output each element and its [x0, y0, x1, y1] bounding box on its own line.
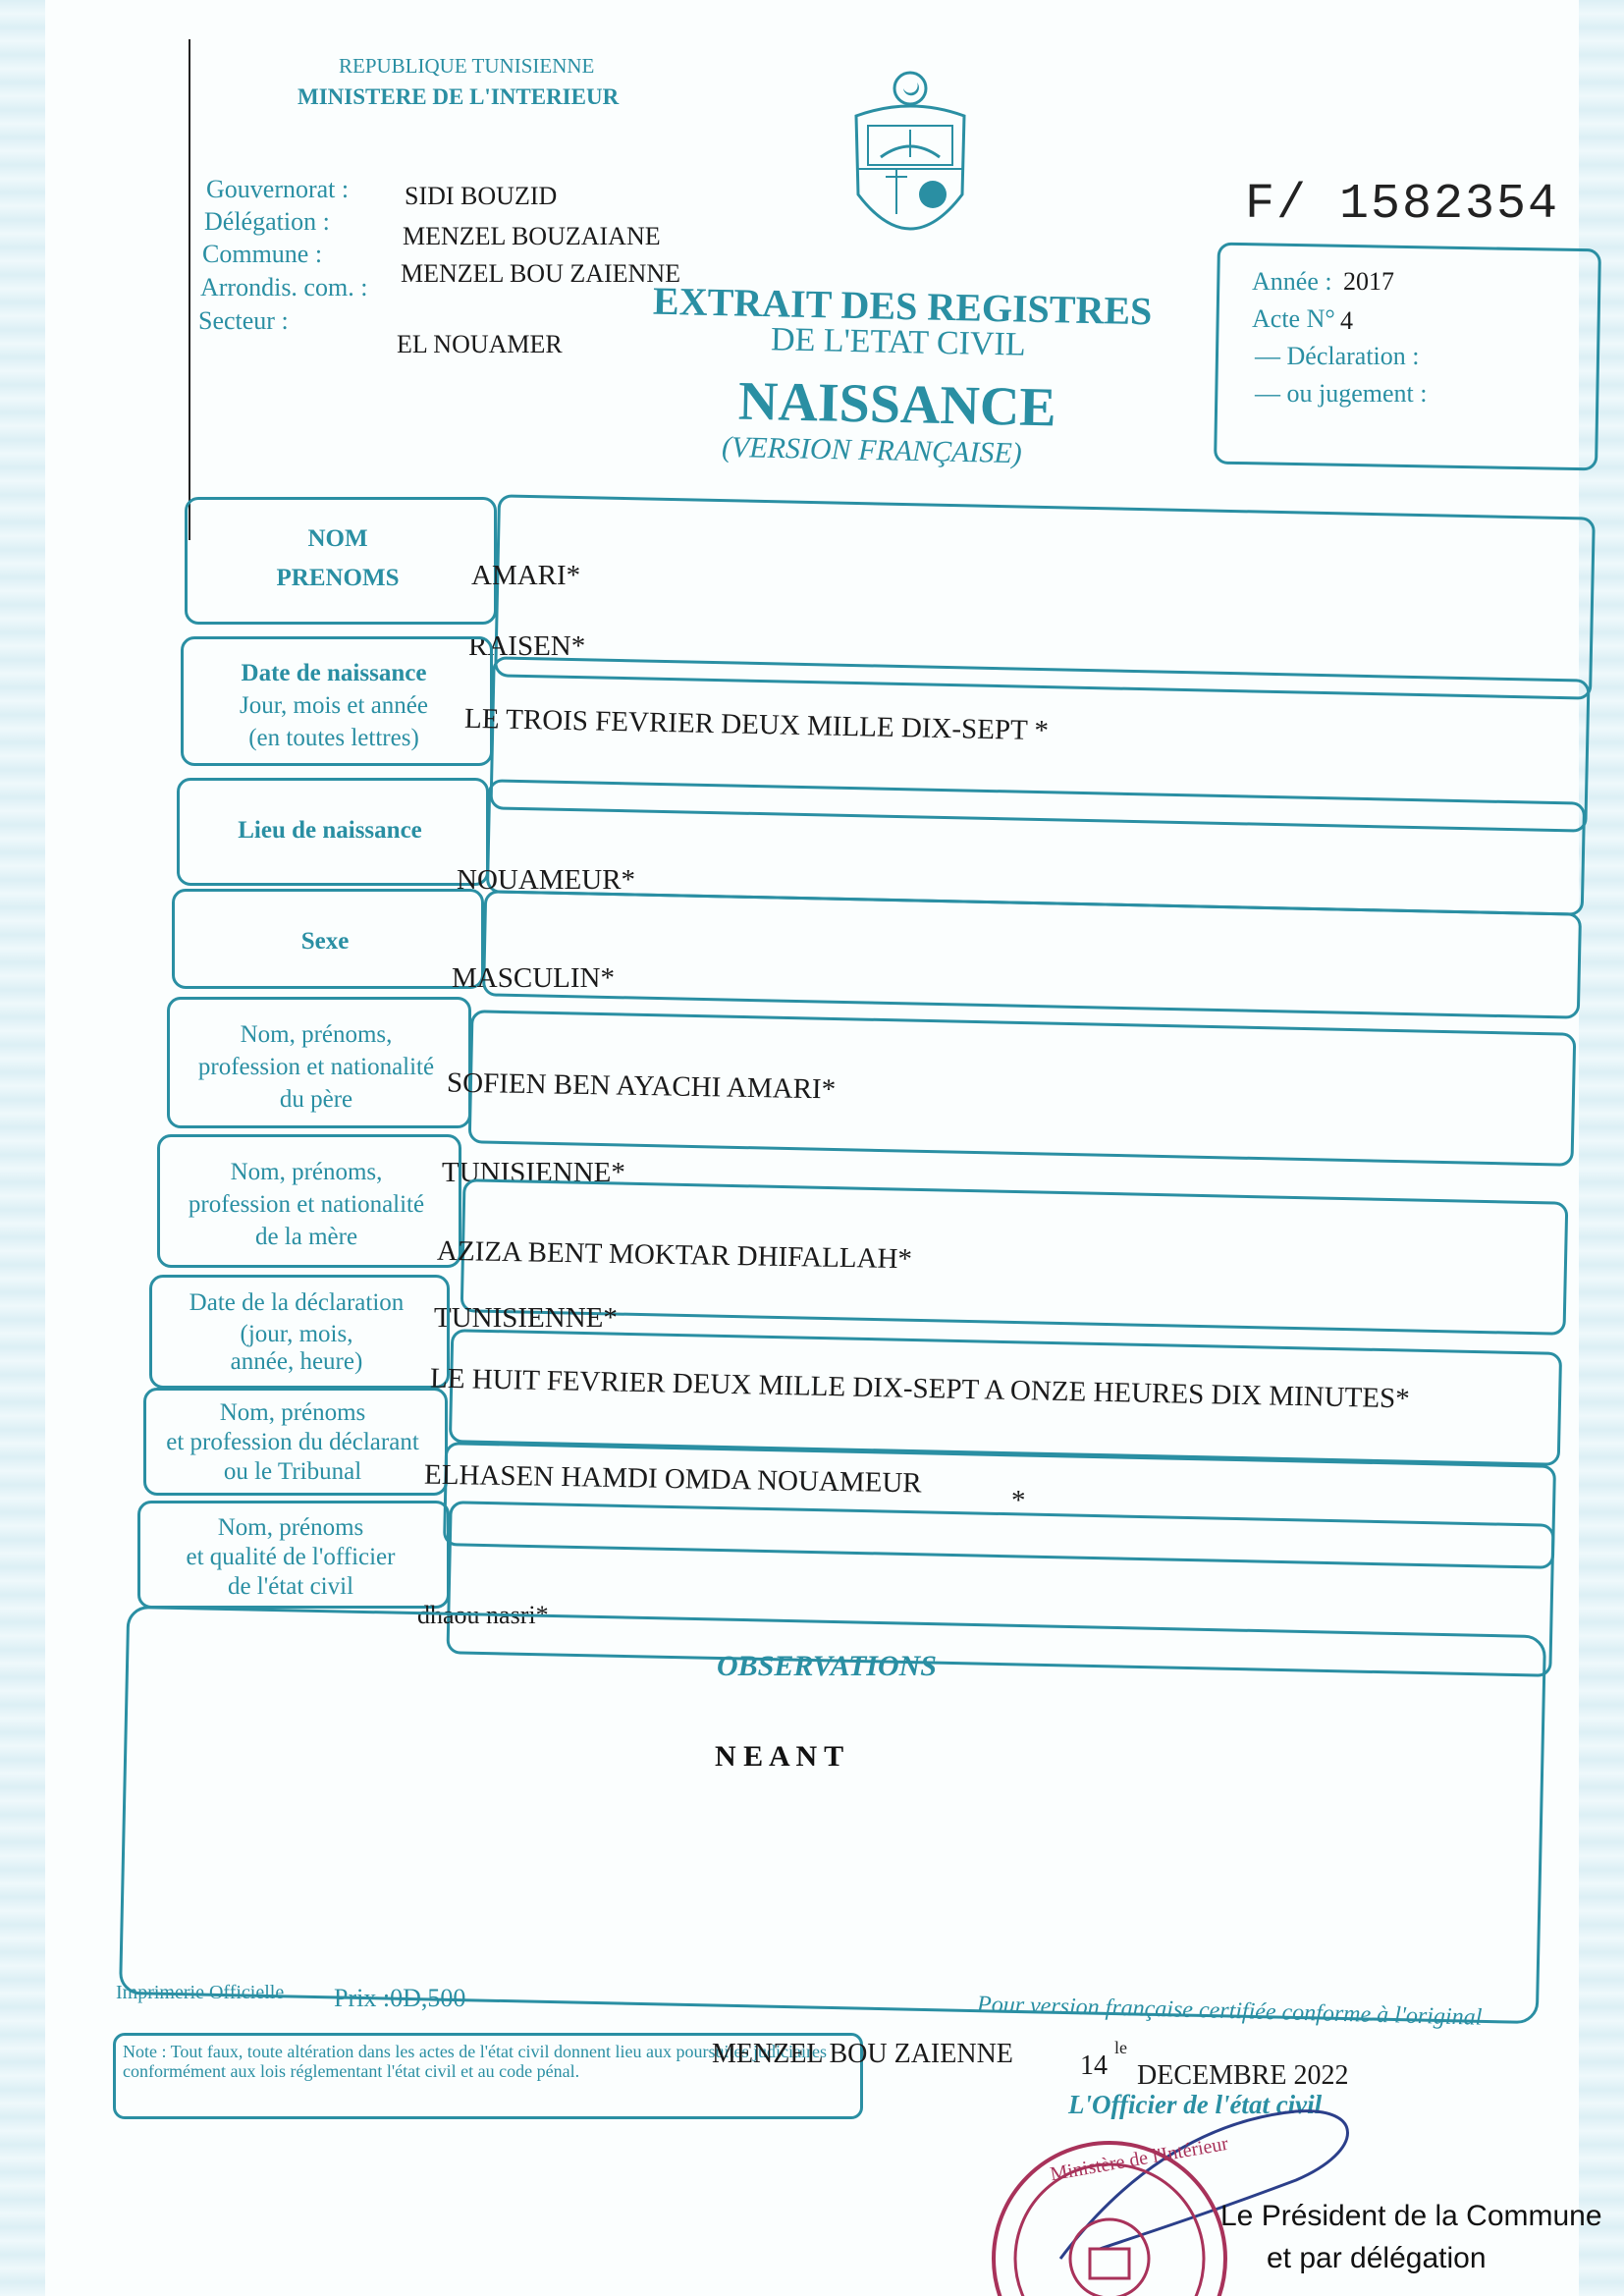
coat-of-arms-icon — [846, 67, 974, 263]
nom-value: AMARI* — [471, 560, 581, 591]
pere-nationalite-value: TUNISIENNE* — [442, 1157, 625, 1188]
president-label: Le Président de la Commune — [1220, 2200, 1602, 2232]
annee-label: Année : — [1252, 267, 1332, 296]
mere-nationalite-value: TUNISIENNE* — [434, 1302, 618, 1334]
certified-label: Pour version française certifiée conforme à l'original — [976, 1992, 1483, 2031]
title-line-2: DE L'ETAT CIVIL — [770, 321, 1026, 363]
version-label: (VERSION FRANÇAISE) — [721, 430, 1023, 470]
observations-value: N E A N T — [715, 1740, 844, 1773]
gouvernorat-value: SIDI BOUZID — [405, 182, 558, 210]
pere-label-3: du père — [279, 1086, 353, 1113]
dob-label-3: (en toutes lettres) — [248, 725, 419, 751]
declaration-date-value: LE HUIT FEVRIER DEUX MILLE DIX-SEPT A ONZE HEURES DIX MINUTES* — [429, 1362, 1411, 1415]
title-line-1: EXTRAIT DES REGISTRES — [652, 278, 1153, 334]
place-value: MENZEL BOU ZAIENNE — [712, 2039, 1013, 2069]
declaration-label: — Déclaration : — [1255, 342, 1420, 370]
declarant-value: ELHASEN HAMDI OMDA NOUAMEUR — [423, 1458, 922, 1500]
mere-label-1: Nom, prénoms, — [230, 1159, 383, 1185]
lieu-label: Lieu de naissance — [238, 817, 422, 844]
prenoms-label: PRENOMS — [276, 565, 400, 591]
decorative-border-left — [0, 0, 45, 2296]
serial-number: F/ 1582354 — [1245, 177, 1560, 233]
dob-label-1: Date de naissance — [241, 660, 427, 686]
republic-label: REPUBLIQUE TUNISIENNE — [339, 54, 595, 78]
officier-value: dhaou nasri* — [417, 1601, 549, 1629]
nom-label: NOM — [307, 525, 368, 552]
acte-label: Acte N° — [1252, 304, 1335, 333]
svg-text:Ministère de l'Intérieur: Ministère de l'Intérieur — [1048, 2132, 1230, 2186]
dob-value: LE TROIS FEVRIER DEUX MILLE DIX-SEPT * — [463, 702, 1050, 747]
date-value: DECEMBRE 2022 — [1137, 2060, 1349, 2091]
delegation-label: Délégation : — [204, 207, 330, 236]
annee-value: 2017 — [1343, 267, 1394, 296]
arrondis-label: Arrondis. com. : — [200, 273, 368, 301]
delegation-signature-label: et par délégation — [1267, 2242, 1487, 2274]
declarant-label-3: ou le Tribunal — [223, 1458, 362, 1485]
le-label: le — [1114, 2038, 1127, 2057]
officier-signature-label: L'Officier de l'état civil — [1068, 2090, 1323, 2119]
declaration-date-label-1: Date de la déclaration — [189, 1289, 405, 1316]
secteur-label: Secteur : — [198, 306, 289, 335]
declarant-label-2: et profession du déclarant — [166, 1429, 419, 1455]
gouvernorat-label: Gouvernorat : — [206, 175, 350, 203]
declaration-date-label-2: (jour, mois, — [240, 1321, 353, 1347]
pere-label-1: Nom, prénoms, — [240, 1021, 393, 1048]
commune-value: MENZEL BOU ZAIENNE — [401, 259, 680, 288]
document-title: NAISSANCE — [737, 370, 1057, 439]
sexe-label: Sexe — [300, 928, 350, 955]
officier-label-1: Nom, prénoms — [217, 1514, 364, 1541]
mere-nom-value: AZIZA BENT MOKTAR DHIFALLAH* — [436, 1234, 913, 1276]
sexe-value-box — [482, 890, 1582, 1018]
dob-label-2: Jour, mois et année — [239, 692, 428, 719]
pere-label-2: profession et nationalité — [197, 1054, 435, 1080]
mere-label-2: profession et nationalité — [188, 1191, 425, 1218]
officier-label-3: de l'état civil — [227, 1573, 354, 1600]
day-value: 14 — [1080, 2050, 1108, 2081]
sexe-value: MASCULIN* — [452, 962, 615, 994]
lieu-value: NOUAMEUR* — [457, 864, 636, 896]
official-stamp-icon — [982, 2131, 1237, 2296]
prix-label: Prix :0D,500 — [334, 1984, 466, 2012]
prenoms-value: RAISEN* — [468, 630, 586, 662]
observations-label: OBSERVATIONS — [717, 1650, 937, 1682]
jugement-label: — ou jugement : — [1255, 379, 1428, 408]
secteur-value: EL NOUAMER — [397, 330, 563, 358]
delegation-value: MENZEL BOUZAIANE — [403, 222, 661, 250]
note-text: Note : Tout faux, toute altération dans les actes de l'état civil donnent lieu aux poursuites judiciaires conformément aux lois réglementant l'état civil et au code pénal. — [123, 2042, 827, 2081]
imprimerie-label: Imprimerie Officielle — [116, 1982, 285, 2003]
margin-rule — [189, 39, 190, 540]
declarant-label-1: Nom, prénoms — [219, 1399, 366, 1426]
declaration-date-label-3: année, heure) — [230, 1348, 363, 1375]
acte-value: 4 — [1340, 306, 1353, 335]
pere-nom-value: SOFIEN BEN AYACHI AMARI* — [446, 1066, 837, 1106]
nom-label-box — [185, 497, 497, 625]
declarant-asterisk: * — [1011, 1485, 1026, 1516]
commune-label: Commune : — [202, 240, 323, 268]
mere-label-3: de la mère — [254, 1224, 358, 1250]
ministry-label: MINISTERE DE L'INTERIEUR — [298, 84, 620, 109]
officier-label-2: et qualité de l'officier — [186, 1544, 396, 1570]
